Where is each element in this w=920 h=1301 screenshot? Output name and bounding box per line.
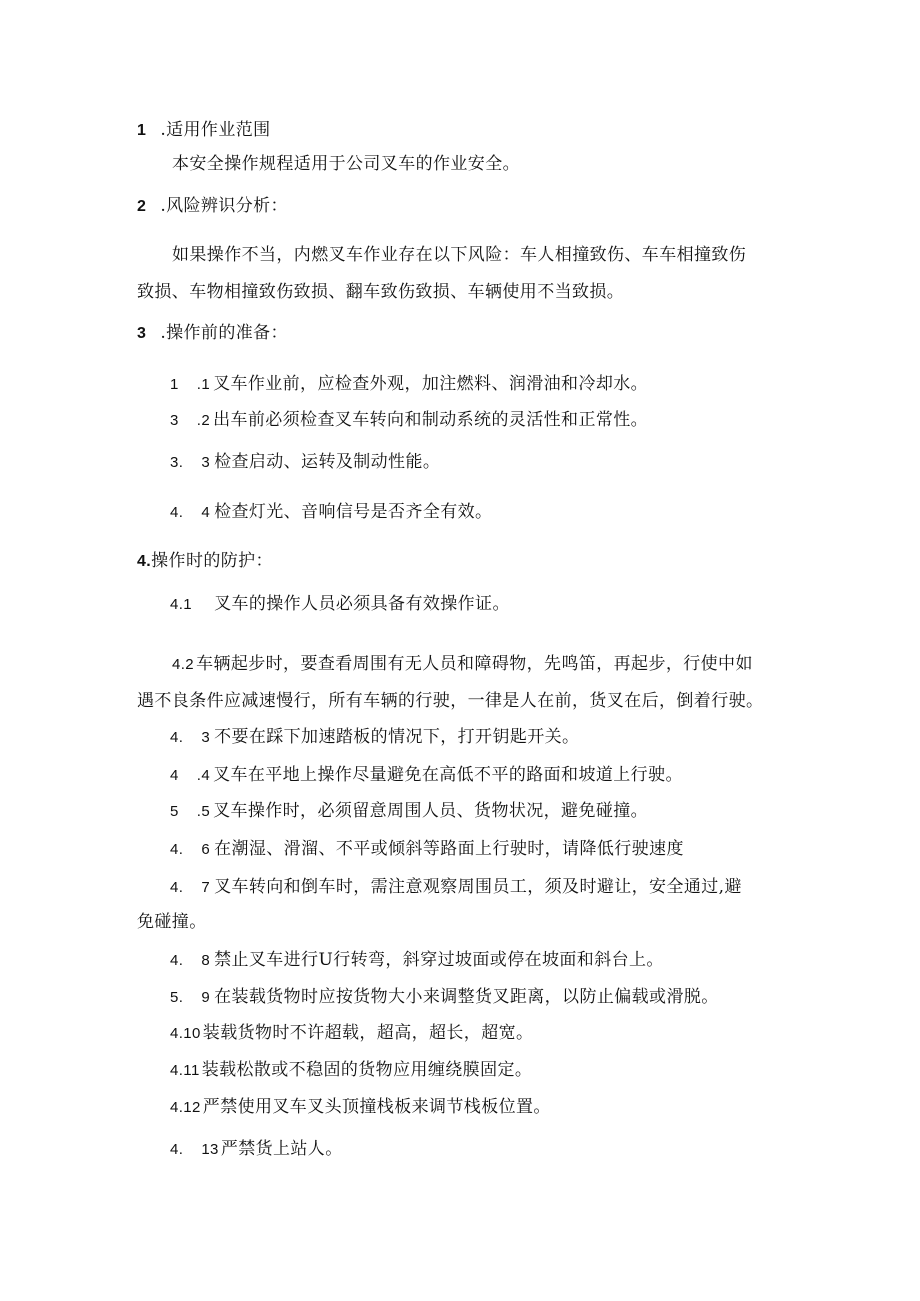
- list-item-continuation: 遇不良条件应减速慢行，所有车辆的行驶，一律是人在前，货叉在后，倒着行驶。: [137, 691, 764, 711]
- list-item: 4. 6 在潮湿、滑溜、不平或倾斜等路面上行驶时，请降低行驶速度: [170, 839, 684, 859]
- list-item: 4. 3 不要在踩下加速踏板的情况下，打开钥匙开关。: [170, 727, 580, 747]
- list-item: 4 .4 叉车在平地上操作尽量避免在高低不平的路面和坡道上行驶。: [170, 765, 683, 785]
- list-item: 5 .5 叉车操作时，必须留意周围人员、货物状况，避免碰撞。: [170, 801, 649, 821]
- list-item: 4.12 严禁使用叉车叉头顶撞栈板来调节栈板位置。: [170, 1097, 551, 1117]
- list-item: 4.11 装载松散或不稳固的货物应用缠绕膜固定。: [170, 1060, 533, 1080]
- section-2-heading: [137, 195, 288, 218]
- list-item: 4. 13 严禁货上站人。: [170, 1139, 343, 1159]
- section-2-body-line-1: 如果操作不当，内燃叉车作业存在以下风险：车人相撞致伤、车车相撞致伤: [172, 245, 747, 265]
- list-item: 5. 9 在装载货物时应按货物大小来调整货叉距离，以防止偏载或滑脱。: [170, 987, 719, 1007]
- section-3-heading: [137, 322, 288, 345]
- list-item: 1 .1 叉车作业前，应检查外观，加注燃料、润滑油和冷却水。: [170, 374, 649, 394]
- section-3-title: .操作前的准备：: [160, 323, 288, 343]
- list-item-continuation: 免碰撞。: [137, 912, 207, 932]
- list-item: 3. 3 检查启动、运转及制动性能。: [170, 452, 441, 472]
- section-1-title: .适用作业范围: [160, 120, 271, 140]
- list-item: 4. 7 叉车转向和倒车时，需注意观察周围员工，须及时避让，安全通过,避: [170, 877, 742, 897]
- section-2-number: 2: [137, 198, 147, 215]
- section-3-number: 3: [137, 325, 147, 342]
- list-item: 4. 8 禁止叉车进行U行转弯，斜穿过坡面或停在坡面和斜台上。: [170, 950, 664, 970]
- section-4-title: 操作时的防护：: [151, 551, 273, 571]
- section-1-heading: [137, 119, 271, 142]
- list-item: 4.1 叉车的操作人员必须具备有效操作证。: [170, 594, 510, 614]
- section-4-number: 4.: [137, 553, 152, 570]
- list-item: 3 .2 出车前必须检查叉车转向和制动系统的灵活性和正常性。: [170, 410, 649, 430]
- section-4-heading: [137, 550, 273, 573]
- list-item: 4.2 车辆起步时，要查看周围有无人员和障碍物，先鸣笛，再起步，行使中如: [172, 654, 753, 674]
- section-1-number: 1: [137, 122, 147, 139]
- section-2-body-line-2: 致损、车物相撞致伤致损、翻车致伤致损、车辆使用不当致损。: [137, 282, 625, 302]
- section-1-body: 本安全操作规程适用于公司叉车的作业安全。: [172, 154, 520, 174]
- list-item: 4. 4 检查灯光、音响信号是否齐全有效。: [170, 502, 493, 522]
- list-item: 4.10 装载货物时不许超载，超高，超长，超宽。: [170, 1023, 534, 1043]
- section-2-title: .风险辨识分析：: [160, 196, 288, 216]
